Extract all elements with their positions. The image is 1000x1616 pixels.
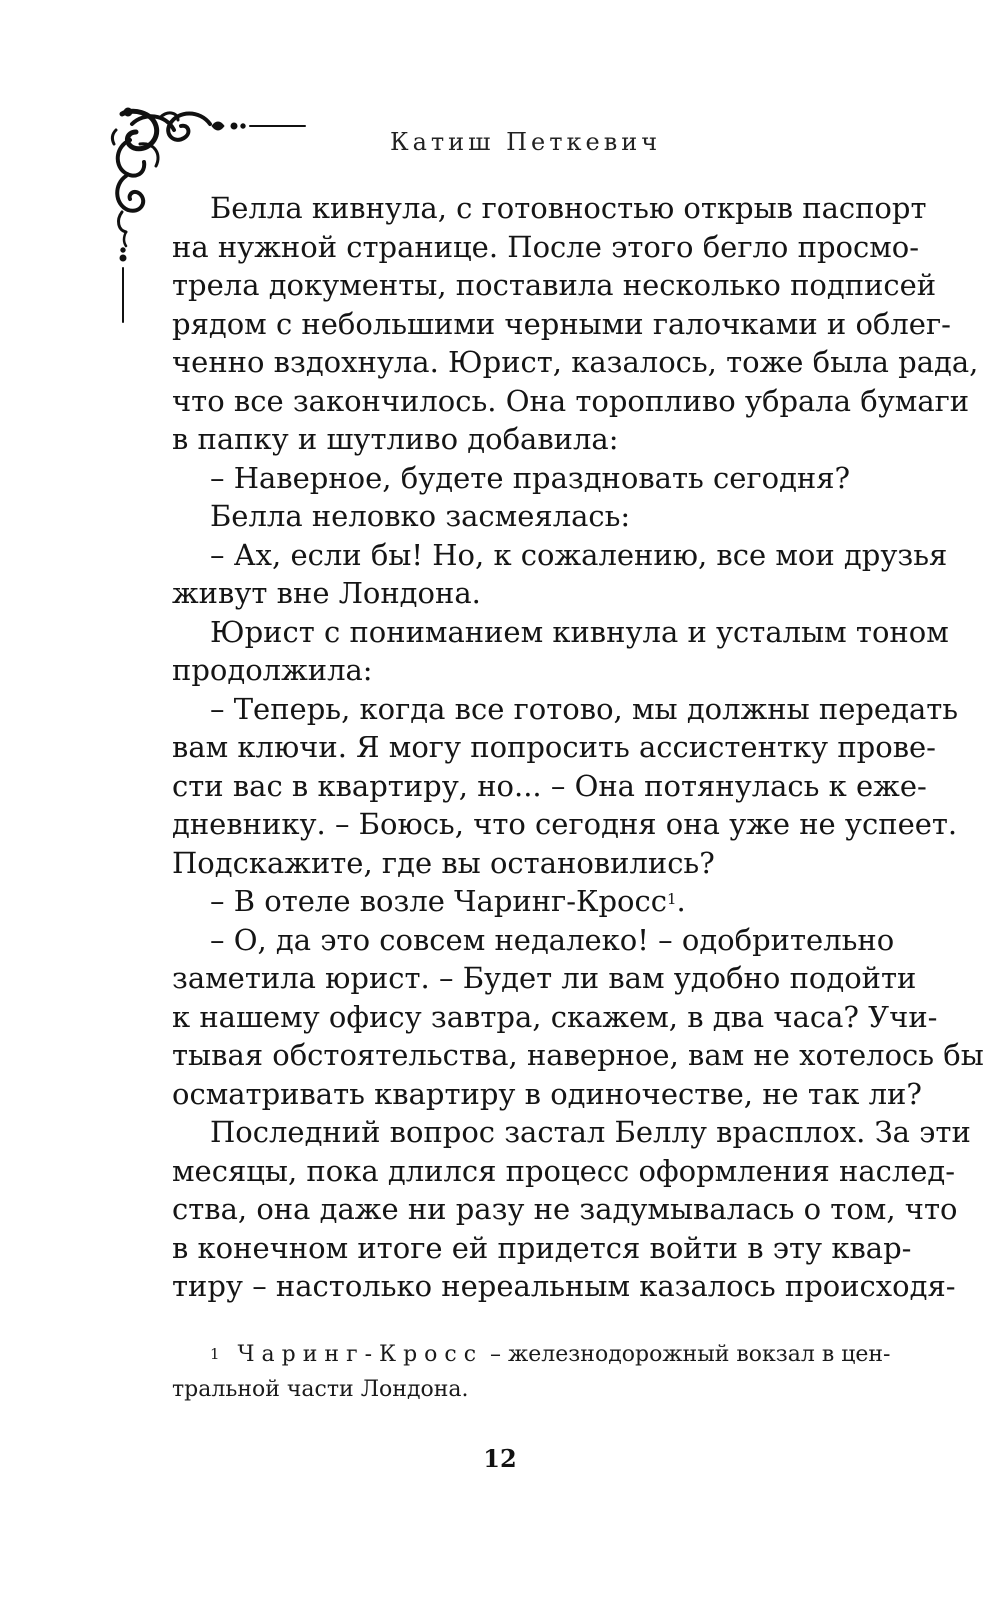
text-line-content: – В отеле возле Чаринг-Кросс [210, 884, 667, 918]
text-line: тиру – настолько нереальным казалось происходя- [172, 1269, 956, 1303]
text-line: Подскажите, где вы остановились? [172, 845, 715, 880]
text-line: рядом с небольшими черными галочками и облег- [172, 306, 951, 341]
text-line: сти вас в квартиру, но... – Она потянулась к еже- [172, 768, 927, 803]
text-line: – О, да это совсем недалеко! – одобрительно [210, 922, 895, 957]
text-line: вам ключи. Я могу попросить ассистентку прове- [172, 730, 936, 764]
text-line: – Наверное, будете праздновать сегодня? [210, 460, 851, 495]
footnote-text: – железнодорожный вокзал в цен- [483, 1342, 891, 1367]
page-number: 12 [483, 1444, 517, 1473]
text-line: осматривать квартиру в одиночестве, не так ли? [172, 1076, 922, 1111]
main-text [172, 189, 984, 1306]
footnote-line: тральной части Лондона. [172, 1377, 469, 1402]
text-line: заметила юрист. – Будет ли вам удобно подойти [172, 961, 917, 995]
text-line [172, 882, 888, 921]
text-line-tail: . [676, 884, 686, 918]
footnote-line [172, 1337, 891, 1372]
text-line: Последний вопрос застал Беллу врасплох. За эти [210, 1115, 971, 1149]
footnote [172, 1337, 891, 1407]
text-line: трела документы, поставила несколько подписей [172, 268, 937, 302]
footnote-marker: 1 [210, 1345, 220, 1363]
footnote-term: Чаринг-Кросс [237, 1342, 484, 1367]
text-line: к нашему офису завтра, скажем, в два часа? Учи- [172, 999, 938, 1034]
text-line: в папку и шутливо добавила: [172, 422, 619, 456]
text-line: – Ах, если бы! Но, к сожалению, все мои друзья [210, 537, 948, 572]
text-line: тывая обстоятельства, наверное, вам не хотелось бы [172, 1038, 984, 1072]
text-line: живут вне Лондона. [172, 576, 481, 610]
text-line: продолжила: [172, 653, 373, 687]
text-line: дневнику. – Боюсь, что сегодня она уже не успеет. [172, 807, 958, 841]
text-line: Белла неловко засмеялась: [210, 499, 631, 533]
text-line: месяцы, пока длился процесс оформления наслед- [172, 1153, 956, 1188]
text-line: что все закончилось. Она торопливо убрала бумаги [172, 383, 970, 418]
footnote-reference[interactable]: 1 [667, 890, 677, 908]
running-header-author: Катиш Петкевич [390, 128, 662, 156]
text-line: Юрист с пониманием кивнула и усталым тоном [210, 614, 949, 649]
text-line: в конечном итоге ей придется войти в эту квар- [172, 1230, 912, 1265]
text-line: Белла кивнула, с готовностью открыв паспорт [210, 191, 927, 225]
text-line: ства, она даже ни разу не задумывалась о том, что [172, 1192, 958, 1226]
text-line: – Теперь, когда все готово, мы должны передать [210, 691, 959, 726]
text-line: на нужной странице. После этого бегло просмо- [172, 229, 920, 264]
text-line: ченно вздохнула. Юрист, казалось, тоже была рада, [172, 345, 979, 379]
